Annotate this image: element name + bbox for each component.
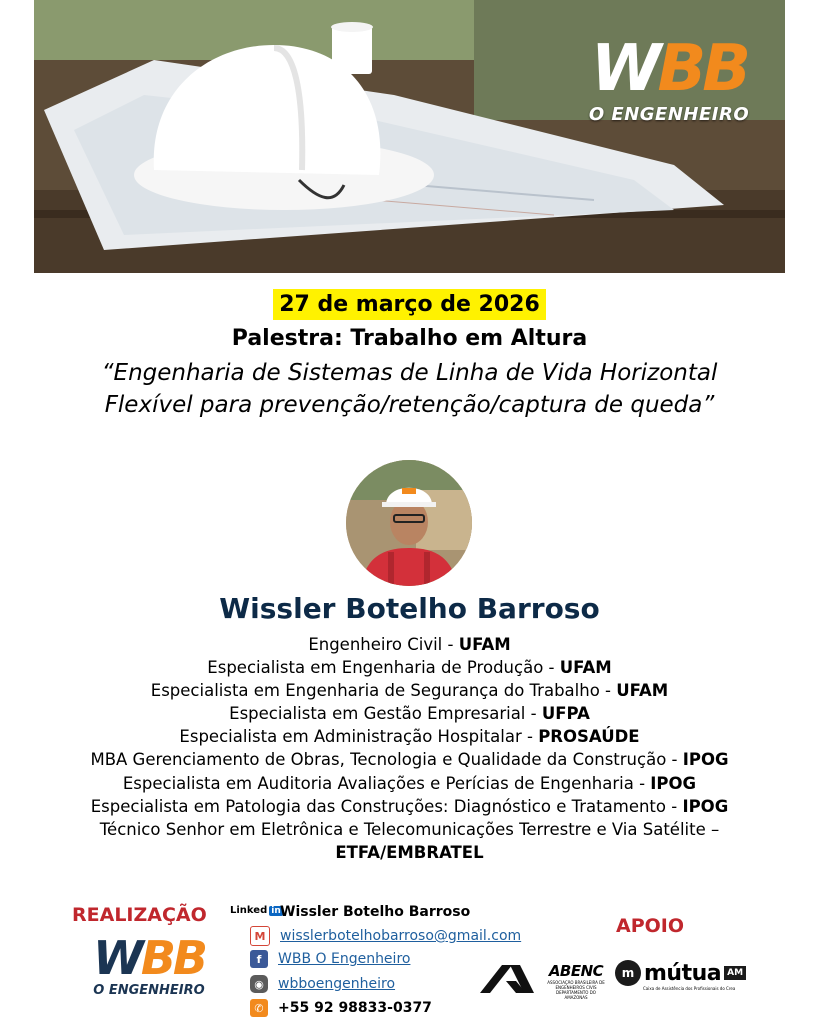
mutua-wordmark: mútua	[644, 960, 722, 986]
phone-row	[250, 999, 432, 1017]
mutua-circle-icon: m	[615, 960, 641, 986]
wbb-logo	[574, 32, 764, 125]
instagram-link[interactable]: wbboengenheiro	[278, 976, 396, 992]
credential-line: Técnico Senhor em Eletrônica e Telecomunicações Terrestre e Via Satélite –	[99, 819, 720, 839]
instagram-icon: ◉	[250, 975, 268, 993]
phone-number: +55 92 98833-0377	[278, 1000, 432, 1016]
credential-line: Engenheiro Civil - UFAM	[308, 635, 511, 654]
apoio-label: APOIO	[616, 915, 685, 937]
facebook-icon: f	[250, 950, 268, 968]
event-date: 27 de março de 2026	[273, 289, 546, 320]
instagram-row	[250, 975, 395, 993]
credential-line: Especialista em Gestão Empresarial - UFPA	[229, 704, 590, 724]
realizacao-label: REALIZAÇÃO	[72, 904, 207, 926]
logo-w: WBB	[590, 32, 748, 106]
logo-subtitle: O ENGENHEIRO	[588, 104, 750, 125]
abenc-subtitle: ASSOCIAÇÃO BRASILEIRA DE ENGENHEIROS CIVIS DEPARTAMENTO DO AMAZONAS	[547, 980, 605, 1000]
credential-line: Especialista em Patologia das Construções: Diagnóstico e Tratamento - IPOG	[90, 796, 729, 816]
mail-icon: M	[250, 926, 270, 946]
sponsor-a-logo	[480, 963, 534, 993]
credential-line: Especialista em Administração Hospitalar - PROSAÚDE	[179, 727, 640, 747]
footer-wbb-logo	[84, 931, 214, 998]
speaker-avatar	[346, 460, 472, 586]
abenc-wordmark: ABENC	[548, 962, 604, 980]
credential-line: MBA Gerenciamento de Obras, Tecnologia e Qualidade da Construção - IPOG	[90, 750, 729, 770]
email-link[interactable]: wisslerbotelhobarroso@gmail.com	[280, 928, 522, 944]
credential-line: ETFA/EMBRATEL	[335, 842, 484, 862]
linkedin-icon[interactable]	[230, 905, 283, 916]
talk-subtitle: “Engenharia de Sistemas de Linha de Vida Horizontal Flexível para prevenção/retenção/captura de queda”	[101, 360, 718, 418]
talk-title: Palestra: Trabalho em Altura	[231, 326, 588, 351]
phone-icon: ✆	[250, 999, 268, 1017]
credentials-list	[40, 633, 779, 864]
footer-logo-subtitle: O ENGENHEIRO	[93, 983, 205, 998]
speaker-name: Wissler Botelho Barroso	[219, 592, 600, 625]
credential-line: Especialista em Auditoria Avaliações e Perícias de Engenharia - IPOG	[122, 773, 697, 793]
facebook-row	[250, 950, 410, 968]
email-row	[250, 926, 521, 946]
linkedin-label-text: Linked	[230, 905, 268, 916]
mutua-am-badge: AM	[724, 966, 746, 980]
linkedin-badge: in	[271, 905, 281, 916]
abenc-logo	[545, 962, 607, 1000]
hero-banner	[34, 0, 785, 273]
event-date-wrap	[0, 289, 819, 320]
credential-line: Especialista em Engenharia de Produção - UFAM	[207, 658, 612, 678]
footer-logo-mark: WBB	[93, 931, 205, 985]
speaker-photo	[346, 460, 472, 586]
mutua-logo	[615, 960, 746, 986]
mutua-subtitle: Caixa de Assistência dos Profissionais do Crea	[643, 986, 736, 991]
credential-line: Especialista em Engenharia de Segurança do Trabalho - UFAM	[150, 681, 669, 701]
contact-name: Wissler Botelho Barroso	[280, 904, 471, 920]
facebook-link[interactable]: WBB O Engenheiro	[278, 951, 411, 967]
